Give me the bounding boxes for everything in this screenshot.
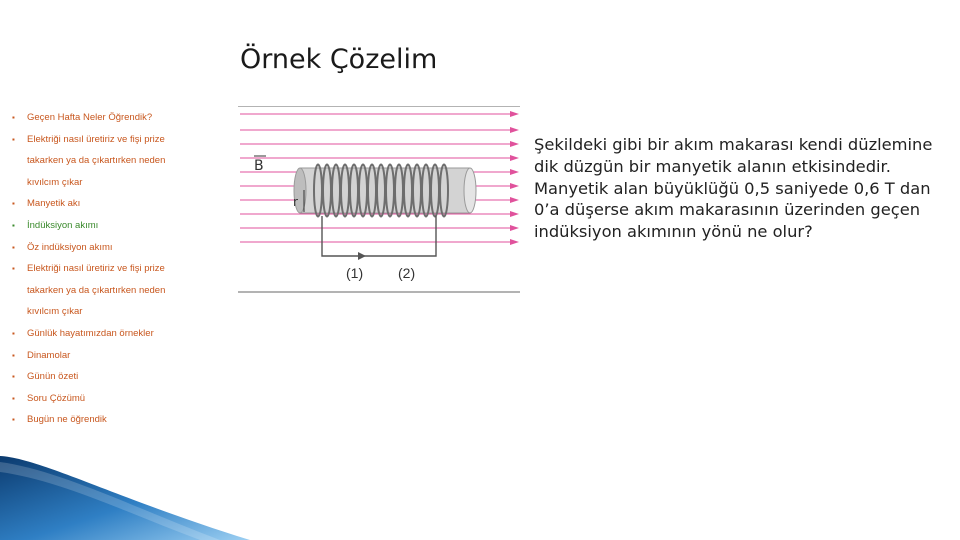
agenda-item: [12, 215, 227, 237]
field-arrow-head: [510, 211, 519, 217]
agenda-item-text: Elektriği nasıl üretiriz ve fişi prize: [27, 263, 165, 275]
bullet-icon: ▪: [12, 328, 15, 338]
bullet-icon: ▪: [12, 220, 15, 230]
question-text: Şekildeki gibi bir akım makarası kendi düzlemine dik düzgün bir manyetik alanın etkisindedir. Manyetik alan büyüklüğü 0,5 saniyede 0,6 T dan 0’a düşerse akım makarasının üzerinden geçen indüksiyon akımının yönü ne olur?: [534, 135, 933, 242]
agenda-item: [12, 345, 227, 367]
bullet-icon: ▪: [12, 350, 15, 360]
bullet-icon: ▪: [12, 393, 15, 403]
bullet-icon: ▪: [12, 113, 15, 122]
field-arrow-head: [510, 169, 519, 175]
agenda-item-text: Geçen Hafta Neler Öğrendik?: [27, 112, 153, 123]
agenda-item-text: takarken ya da çıkartırken neden: [27, 155, 166, 167]
point-2-label: (2): [398, 265, 416, 281]
coil-core-end: [464, 168, 476, 213]
agenda-item-text: Bugün ne öğrendik: [27, 414, 107, 426]
agenda-item: [12, 258, 227, 323]
radius-label: r: [293, 195, 298, 209]
solenoid: [254, 156, 476, 281]
agenda-item: [12, 323, 227, 345]
current-point-1-arrow: [358, 252, 366, 260]
coil-lead-wires: [322, 216, 436, 256]
field-arrow-head: [510, 225, 519, 231]
agenda-item: [12, 129, 227, 194]
field-arrow-head: [510, 141, 519, 147]
bullet-icon: ▪: [12, 415, 15, 425]
agenda-item-text: takarken ya da çıkartırken neden: [27, 284, 166, 296]
field-label: B: [254, 158, 264, 174]
point-1-label: (1): [346, 265, 364, 281]
agenda-item-text: Günlük hayatımızdan örnekler: [27, 327, 154, 339]
agenda-item-text: Dinamolar: [27, 349, 71, 361]
agenda-item: [12, 107, 227, 129]
agenda-item-text: kıvılcım çıkar: [27, 176, 83, 188]
agenda-item-text: kıvılcım çıkar: [27, 306, 83, 318]
bullet-icon: ▪: [12, 199, 15, 209]
bullet-icon: ▪: [12, 134, 15, 144]
corner-decoration: [0, 450, 260, 540]
field-arrow-head: [510, 155, 519, 161]
agenda-item-text: Soru Çözümü: [27, 392, 86, 404]
solenoid-figure: [238, 106, 520, 296]
field-arrow-head: [510, 111, 519, 117]
agenda-item: [12, 237, 227, 259]
agenda-item-text: Elektriği nasıl üretiriz ve fişi prize: [27, 133, 165, 145]
field-arrow-head: [510, 197, 519, 203]
field-arrow-head: [510, 239, 519, 245]
agenda-item: [12, 193, 227, 215]
bullet-icon: ▪: [12, 372, 15, 382]
corner-swoosh: [0, 456, 250, 540]
agenda-item-text: İndüksiyon akımı: [27, 219, 99, 231]
agenda-item-text: Manyetik akı: [27, 198, 81, 210]
agenda-item: [12, 388, 227, 410]
slide-title: Örnek Çözelim: [240, 44, 438, 75]
agenda-item: [12, 366, 227, 388]
agenda-item: [12, 409, 227, 431]
bullet-icon: ▪: [12, 264, 15, 274]
bullet-icon: ▪: [12, 242, 15, 252]
field-arrow-head: [510, 183, 519, 189]
agenda-list: [12, 107, 227, 431]
agenda-item-text: Öz indüksiyon akımı: [27, 241, 113, 253]
agenda-item-text: Günün özeti: [27, 371, 79, 383]
field-arrow-head: [510, 127, 519, 133]
